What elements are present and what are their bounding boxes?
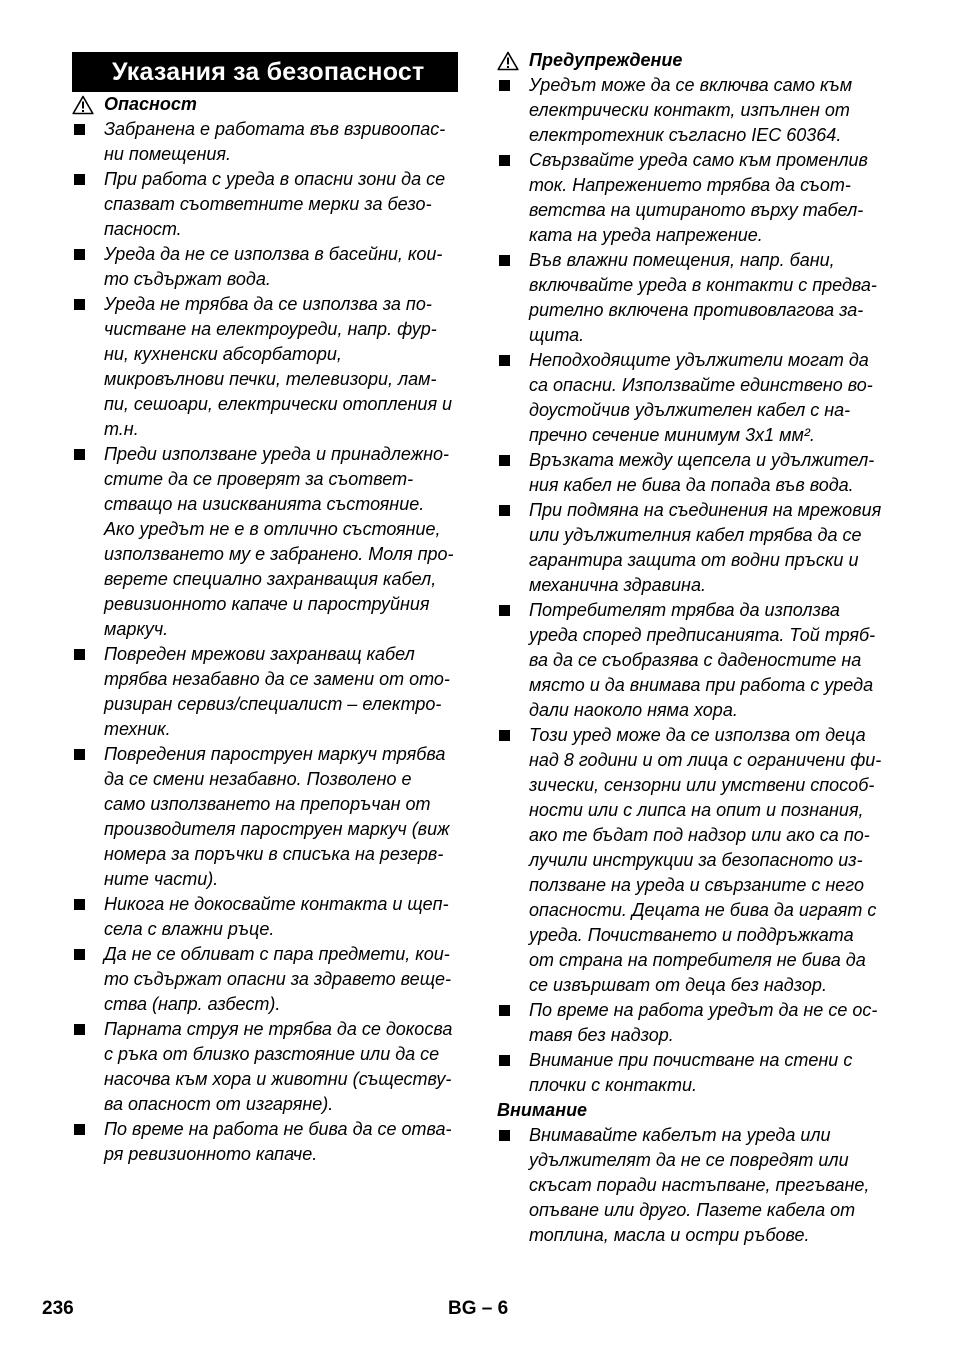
list-item-line: номера за поръчки в списъка на резерв- xyxy=(104,844,444,864)
warning-triangle-icon xyxy=(72,95,94,115)
danger-list xyxy=(72,117,462,1167)
section-title: Указания за безопасност xyxy=(72,52,458,92)
list-item-line: Парната струя не трябва да се докосва xyxy=(104,1019,453,1039)
list-item xyxy=(497,723,887,998)
square-bullet-icon xyxy=(499,1005,510,1016)
caution-list xyxy=(497,1123,887,1248)
list-item-line: села с влажни ръце. xyxy=(104,919,275,939)
list-item xyxy=(497,348,887,448)
list-item-line: Преди използване уреда и принадлежно- xyxy=(104,444,450,464)
list-item xyxy=(497,998,887,1048)
list-item xyxy=(72,292,462,442)
list-item xyxy=(72,117,462,167)
list-item xyxy=(72,642,462,742)
list-item-line: с ръка от близко разстояние или да се xyxy=(104,1044,440,1064)
list-item-line: ни помещения. xyxy=(104,144,232,164)
list-item-line: пасност. xyxy=(104,219,182,239)
list-item-line: ните части). xyxy=(104,869,219,889)
list-item-line: опъване или друго. Пазете кабела от xyxy=(529,1200,856,1220)
list-item-line: ток. Напрежението трябва да съот- xyxy=(529,175,851,195)
list-item-line: техник. xyxy=(104,719,171,739)
list-item-line: ства (напр. азбест). xyxy=(104,994,281,1014)
list-item-line: удължителят да не се повредят или xyxy=(529,1150,849,1170)
list-item-line: опасности. Децата не бива да играят с xyxy=(529,900,877,920)
list-item-line: насочва към хора и животни (съществу- xyxy=(104,1069,452,1089)
list-item-line: маркуч. xyxy=(104,619,169,639)
list-item xyxy=(72,942,462,1017)
list-item-line: Забранена е работата във взривоопас- xyxy=(104,119,446,139)
list-item-line: щита. xyxy=(529,325,585,345)
list-item-line: ако те бъдат под надзор или ако са по- xyxy=(529,825,870,845)
list-item-line: стите да се проверят за съответ- xyxy=(104,469,414,489)
list-item-line: тавя без надзор. xyxy=(529,1025,674,1045)
square-bullet-icon xyxy=(74,124,85,135)
list-item-line: ния кабел не бива да попада във вода. xyxy=(529,475,854,495)
danger-heading xyxy=(72,92,462,117)
list-item xyxy=(497,1123,887,1248)
square-bullet-icon xyxy=(74,249,85,260)
list-item xyxy=(497,598,887,723)
square-bullet-icon xyxy=(74,174,85,185)
list-item-line: ката на уреда напрежение. xyxy=(529,225,763,245)
list-item xyxy=(72,742,462,892)
square-bullet-icon xyxy=(74,949,85,960)
page-code: BG – 6 xyxy=(448,1298,509,1319)
list-item-line: Във влажни помещения, напр. бани, xyxy=(529,250,835,270)
list-item-line: производителя пароструен маркуч (виж xyxy=(104,819,450,839)
warning-list xyxy=(497,73,887,1098)
list-item-line: Този уред може да се използва от деца xyxy=(529,725,866,745)
square-bullet-icon xyxy=(499,255,510,266)
list-item-line: Неподходящите удължители могат да xyxy=(529,350,869,370)
list-item-line: ревизионното капаче и пароструйния xyxy=(104,594,430,614)
right-column xyxy=(497,48,887,1248)
square-bullet-icon xyxy=(499,155,510,166)
square-bullet-icon xyxy=(74,299,85,310)
warning-heading xyxy=(497,48,887,73)
list-item-line: Да не се обливат с пара предмети, кои- xyxy=(104,944,450,964)
list-item-line: Уреда не трябва да се използва за по- xyxy=(104,294,432,314)
list-item-line: Уреда да не се използва в басейни, кои- xyxy=(104,244,443,264)
square-bullet-icon xyxy=(499,505,510,516)
square-bullet-icon xyxy=(74,449,85,460)
list-item-line: Повреден мрежови захранващ кабел xyxy=(104,644,415,664)
list-item-line: механична здравина. xyxy=(529,575,706,595)
list-item-line: място и да внимава при работа с уреда xyxy=(529,675,874,695)
list-item xyxy=(72,167,462,242)
list-item xyxy=(497,73,887,148)
square-bullet-icon xyxy=(74,649,85,660)
list-item-line: По време на работа не бива да се отва- xyxy=(104,1119,452,1139)
list-item-line: ва да се съобразява с даденостите на xyxy=(529,650,862,670)
list-item-line: са опасни. Използвайте единствено во- xyxy=(529,375,873,395)
list-item-line: уреда според предписанията. Той тряб- xyxy=(529,625,876,645)
list-item-line: ря ревизионното капаче. xyxy=(104,1144,318,1164)
list-item-line: ва опасност от изгаряне). xyxy=(104,1094,334,1114)
square-bullet-icon xyxy=(74,749,85,760)
list-item-line: стващо на изискванията състояние. xyxy=(104,494,425,514)
square-bullet-icon xyxy=(499,455,510,466)
list-item-line: Връзката между щепсела и удължител- xyxy=(529,450,875,470)
list-item-line: пи, сешоари, електрически отопления и xyxy=(104,394,453,414)
square-bullet-icon xyxy=(74,1124,85,1135)
list-item-line: пречно сечение минимум 3х1 мм². xyxy=(529,425,815,445)
list-item-line: т.н. xyxy=(104,419,139,439)
list-item-line: Свързвайте уреда само към променлив xyxy=(529,150,868,170)
list-item-line: ветства на цитираното върху табел- xyxy=(529,200,864,220)
list-item-line: плочки с контакти. xyxy=(529,1075,698,1095)
list-item-line: или удължителния кабел трябва да се xyxy=(529,525,862,545)
warning-triangle-icon xyxy=(497,51,519,71)
list-item-line: трябва незабавно да се замени от ото- xyxy=(104,669,450,689)
list-item-line: дали наоколо няма хора. xyxy=(529,700,738,720)
list-item-line: включвайте уреда в контакти с предва- xyxy=(529,275,877,295)
warning-heading-label: Предупреждение xyxy=(529,50,683,70)
square-bullet-icon xyxy=(74,899,85,910)
caution-heading: Внимание xyxy=(497,1100,588,1120)
list-item xyxy=(72,242,462,292)
list-item-line: При работа с уреда в опасни зони да се xyxy=(104,169,446,189)
list-item xyxy=(72,1017,462,1117)
list-item-line: зически, сензорни или умствени способ- xyxy=(529,775,875,795)
list-item-line: Никога не докосвайте контакта и щеп- xyxy=(104,894,449,914)
list-item-line: гарантира защита от водни пръски и xyxy=(529,550,859,570)
square-bullet-icon xyxy=(499,1055,510,1066)
list-item xyxy=(72,1117,462,1167)
list-item-line: да се смени незабавно. Позволено е xyxy=(104,769,412,789)
list-item-line: Повредения пароструен маркуч трябва xyxy=(104,744,446,764)
list-item-line: спазват съответните мерки за безо- xyxy=(104,194,432,214)
list-item-line: електротехник съгласно IEC 60364. xyxy=(529,125,842,145)
list-item xyxy=(497,1048,887,1098)
list-item xyxy=(497,148,887,248)
page-number: 236 xyxy=(42,1298,74,1319)
list-item xyxy=(497,448,887,498)
square-bullet-icon xyxy=(499,355,510,366)
list-item-line: електрически контакт, изпълнен от xyxy=(529,100,850,120)
left-column xyxy=(72,48,462,1167)
square-bullet-icon xyxy=(499,605,510,616)
list-item xyxy=(497,248,887,348)
square-bullet-icon xyxy=(499,730,510,741)
list-item-line: микровълнови печки, телевизори, лам- xyxy=(104,369,437,389)
square-bullet-icon xyxy=(74,1024,85,1035)
list-item-line: топлина, масла и остри ръбове. xyxy=(529,1225,810,1245)
list-item-line: ползване на уреда и свързаните с него xyxy=(529,875,864,895)
list-item-line: Внимание при почистване на стени с xyxy=(529,1050,853,1070)
square-bullet-icon xyxy=(499,80,510,91)
list-item-line: се извършват от деца без надзор. xyxy=(529,975,827,995)
danger-heading-label: Опасност xyxy=(104,94,197,114)
list-item-line: то съдържат опасни за здравето веще- xyxy=(104,969,452,989)
list-item xyxy=(72,892,462,942)
list-item xyxy=(497,498,887,598)
list-item-line: само използването на препоръчан от xyxy=(104,794,431,814)
list-item xyxy=(72,442,462,642)
list-item-line: чистване на електроуреди, напр. фур- xyxy=(104,319,437,339)
list-item-line: лучили инструкции за безопасното из- xyxy=(529,850,863,870)
list-item-line: По време на работа уредът да не се ос- xyxy=(529,1000,878,1020)
list-item-line: При подмяна на съединения на мрежовия xyxy=(529,500,882,520)
list-item-line: скъсат поради настъпване, прегъване, xyxy=(529,1175,870,1195)
list-item-line: Внимавайте кабелът на уреда или xyxy=(529,1125,831,1145)
list-item-line: то съдържат вода. xyxy=(104,269,271,289)
list-item-line: рително включена противовлагова за- xyxy=(529,300,864,320)
list-item-line: верете специално захранващия кабел, xyxy=(104,569,437,589)
list-item-line: Ако уредът не е в отлично състояние, xyxy=(104,519,441,539)
list-item-line: Уредът може да се включва само към xyxy=(529,75,853,95)
list-item-line: уреда. Почистването и поддръжката xyxy=(529,925,854,945)
list-item-line: над 8 години и от лица с ограничени фи- xyxy=(529,750,882,770)
list-item-line: Потребителят трябва да използва xyxy=(529,600,840,620)
list-item-line: ризиран сервиз/специалист – електро- xyxy=(104,694,442,714)
list-item-line: ни, кухненски абсорбатори, xyxy=(104,344,342,364)
square-bullet-icon xyxy=(499,1130,510,1141)
list-item-line: ности или с липса на опит и познания, xyxy=(529,800,864,820)
list-item-line: от страна на потребителя не бива да xyxy=(529,950,866,970)
list-item-line: използването му е забранено. Моля про- xyxy=(104,544,454,564)
list-item-line: доустойчив удължителен кабел с на- xyxy=(529,400,851,420)
